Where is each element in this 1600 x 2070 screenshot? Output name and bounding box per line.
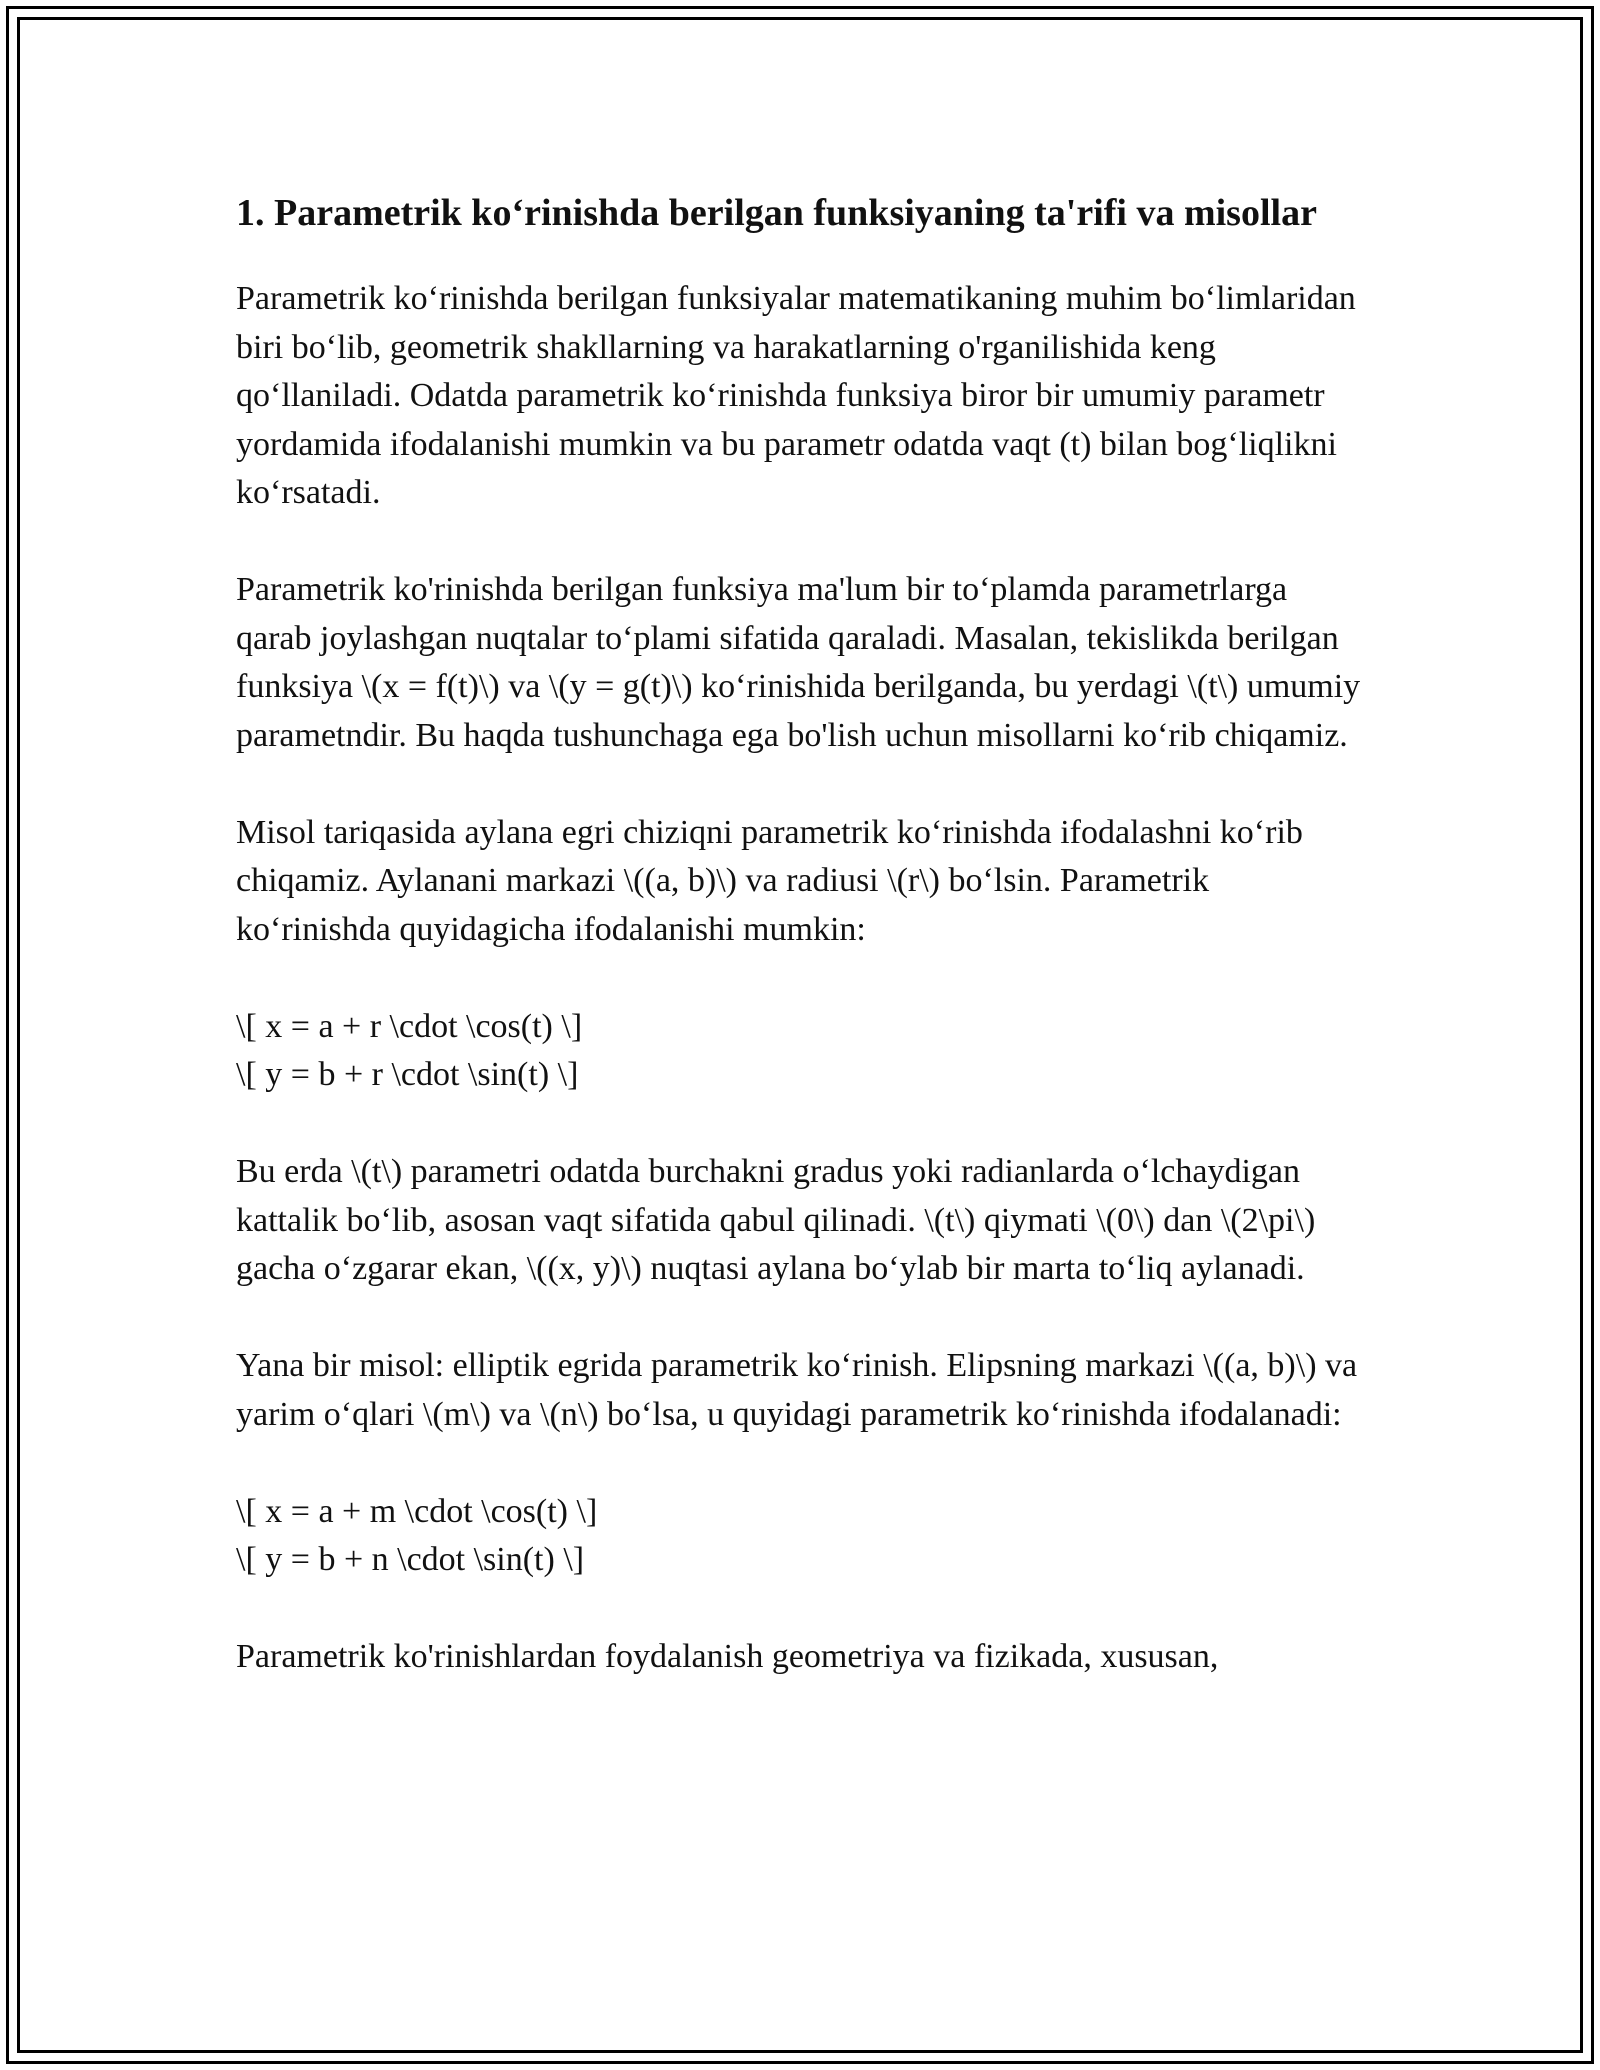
section-title: 1. Parametrik ko‘rinishda berilgan funksiyaning ta'rifi va misollar — [236, 192, 1317, 234]
paragraph-gap — [236, 1294, 1366, 1343]
equation-circle-y: \[ y = b + r \cdot \sin(t) \] — [236, 1056, 579, 1093]
circle-equations — [236, 1003, 1366, 1100]
paragraph-circle-example: Misol tariqasida aylana egri chiziqni parametrik ko‘rinishda ifodalashni ko‘rib chiqamiz. Aylanani markazi \((a, b)\) va radiusi \(r\) bo‘lsin. Parametrik ko‘rinishda quyidagicha ifodalanishi mumkin: — [236, 813, 1303, 948]
paragraph-gap — [236, 760, 1366, 809]
paragraph-gap — [236, 1439, 1366, 1488]
ellipse-equations — [236, 1488, 1366, 1585]
paragraph-ellipse-example: Yana bir misol: elliptik egrida parametrik ko‘rinish. Elipsning markazi \((a, b)\) va yarim o‘qlari \(m\) va \(n\) bo‘lsa, u quyidagi parametrik ko‘rinishda ifodalanadi: — [236, 1347, 1358, 1433]
equation-ellipse-y: \[ y = b + n \cdot \sin(t) \] — [236, 1541, 585, 1578]
paragraph-gap — [236, 518, 1366, 567]
paragraph-gap — [236, 1585, 1366, 1634]
equation-ellipse-x: \[ x = a + m \cdot \cos(t) \] — [236, 1492, 598, 1530]
paragraph-circle-explanation: Bu erda \(t\) parametri odatda burchakni gradus yoki radianlarda o‘lchaydigan kattalik bo‘lib, asosan vaqt sifatida qabul qilinadi. \(t\) qiymati \(0\) dan \(2\pi\) gacha o‘zgarar ekan, \((x, y)\) nuqtasi aylana bo‘ylab bir marta to‘liq aylanadi. — [236, 1153, 1316, 1287]
equation-circle-x: \[ x = a + r \cdot \cos(t) \] — [236, 1007, 583, 1045]
document-body — [236, 186, 1366, 1682]
paragraph-definition: Parametrik ko'rinishda berilgan funksiya ma'lum bir to‘plamda parametrlarga qarab joylashgan nuqtalar to‘plami sifatida qaraladi. Masalan, tekislikda berilgan funksiya \(x = f(t)\) va \(y = g(t)\) ko‘rinishida berilganda, bu yerdagi \(t\) umumiy parametndir. Bu haqda tushunchaga ega bo'lish uchun misollarni ko‘rib chiqamiz. — [236, 571, 1361, 754]
paragraph-gap — [236, 954, 1366, 1003]
paragraph-gap — [236, 1100, 1366, 1149]
paragraph-intro: Parametrik ko‘rinishda berilgan funksiyalar matematikaning muhim bo‘limlaridan biri bo‘lib, geometrik shakllarning va harakatlarning o'rganilishida keng qo‘llaniladi. Odatda parametrik ko‘rinishda funksiya biror bir umumiy parametr yordamida ifodalanishi mumkin va bu parametr odatda vaqt (t) bilan bog‘liqlikni ko‘rsatadi. — [236, 280, 1356, 511]
paragraph-applications: Parametrik ko'rinishlardan foydalanish geometriya va fizikada, xususan, — [236, 1638, 1219, 1675]
